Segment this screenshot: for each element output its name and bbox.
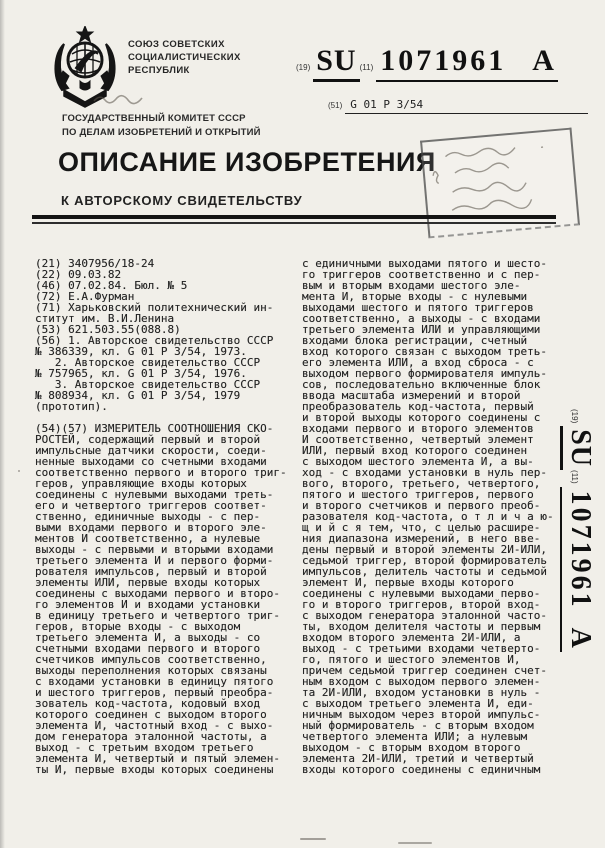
header-rule-thick: [32, 215, 556, 219]
side-doc-number-group: [560, 487, 596, 652]
side-document-number: [554, 409, 596, 709]
doc-kind-code: A: [532, 44, 554, 77]
doc-number-prefix: (11): [359, 63, 374, 72]
side-doc-number: 1071961: [565, 490, 596, 610]
document-number-line: [296, 44, 558, 82]
doc-country-code: SU: [313, 44, 359, 82]
body-left-column: (21) 3407956/18-24 (22) 09.03.82 (46) 07.02.84. Бюл. № 5 (72) Е.А.Фурман (71) Харьковский политехнический ин- ститут им. В.И.Ленина (53) 621.503.55(088.8) (56) 1. Авторское свидетельство СССР № 386339, кл. G 01 P 3/54, 1973. 2. Авторское свидетельство СССР № 757965, кл. G 01 P 3/54, 1976. 3. Авторское свидетельство СССР № 808934, кл. G 01 P 3/54, 1979 (прототип). (54)(57) ИЗМЕРИТЕЛЬ СООТНОШЕНИЯ СКО- РОСТЕЙ, содержащий первый и второй импульсные датчики скорости, соеди- ненные выходами со счетными входами соответственно первого и второго триг- геров, управляющие входы которых соединены с нулевыми выходами треть- его и четвертого триггеров соответ- ственно, единичные выходы - с пер- выми входами первого и второго эле- ментов И соответственно, а нулевые выходы - с первыми и вторыми входами третьего элемента И и первого форми- рователя импульсов, первый и второй элементы ИЛИ, первые входы которых соединены с выходами первого и второ- го элементов И и входами установки в единицу третьего и четвертого триг- геров, вторые входы - с выходом третьего элемента И, а выходы - со счетными входами первого и второго счетчиков импульсов соответственно, выходы переполнения которых связаны с входами установки в единицу пятого и шестого триггеров, первый преобра- зователь код-частота, кодовый вход которого соединен с выходом второго элемента И, частотный вход - с выхо- дом генератора эталонной частоты, а выход - с третьим входом третьего элемента И, четвертый и пятый элемен- ты И, первые входы которых соединены: [35, 257, 287, 776]
scan-speck: [18, 470, 20, 472]
doc-code-prefix: (19): [296, 63, 311, 72]
pen-scribble-artifact: [92, 92, 144, 106]
doc-number: 1071961: [380, 44, 507, 77]
class-code: G 01 P 3/54: [345, 98, 588, 114]
page-title: ОПИСАНИЕ ИЗОБРЕТЕНИЯ: [58, 147, 436, 177]
country-name: СОЮЗ СОВЕТСКИХ СОЦИАЛИСТИЧЕСКИХ РЕСПУБЛИК: [128, 39, 241, 76]
doc-number-group: [376, 44, 558, 82]
body-right-column: с единичными выходами пятого и шесто- го триггеров соответственно и с пер- вым и вторым входами шестого эле- мента И, вторые входы - с нулевыми выходами шестого и пятого триггеров соответственно, а выходы - с входами третьего элемента ИЛИ и управляющими входами блока регистрации, счетный вход которого связан с выходом треть- его элемента ИЛИ, а вход сброса - с выходом первого формирователя импуль- сов, последовательно включенные блок ввода масштаба измерений и второй преобразователь код-частота, первый и второй выходы которого соединены с входами первого и второго элементов И соответственно, четвертый элемент ИЛИ, первый вход которого соединен с выходом шестого элемента И, а вы- ход - с входами установки в нуль пер- вого, второго, третьего, четвертого, пятого и шестого триггеров, первого и второго счетчиков и первого преоб- разователя код-частота, о т л и ч а ю- щ и й с я тем, что, с целью расшире- ния диапазона измерений, в него вве- дены первый и второй элементы 2И-ИЛИ, седьмой триггер, второй формирователь импульсов, делитель частоты и седьмой элемент И, первые входы которого соединены с нулевыми выходами перво- го и второго триггеров, второй вход- с выходом генератора эталонной часто- ты, входом делителя частоты и первым входом второго элемента 2И-ИЛИ, а выход - с третьими входами четверто- го, пятого и шестого элементов И, причем седьмой триггер соединен счет- ным входом с выходом первого элемен- та 2И-ИЛИ, входом установки в нуль - с выходом третьего элемента И, еди- ничным выходом через второй импульс- ный формирователь - с вторым входом четвертого элемента ИЛИ; а нулевым выходом - с вторым входом второго элемента 2И-ИЛИ, третий и четвертый входы которого соединены с единичным: [302, 257, 554, 776]
classification-line: [328, 98, 588, 114]
side-doc-country-code: SU: [560, 426, 596, 470]
committee-name: ГОСУДАРСТВЕННЫЙ КОМИТЕТ СССР ПО ДЕЛАМ ИЗОБРЕТЕНИЙ И ОТКРЫТИЙ: [62, 113, 261, 138]
page-subtitle: К АВТОРСКОМУ СВИДЕТЕЛЬСТВУ: [61, 193, 303, 208]
scan-speck: [398, 842, 432, 844]
scan-speck: [300, 838, 326, 840]
side-doc-number-prefix: (11): [570, 470, 579, 484]
scan-edge-shadow: [0, 0, 5, 848]
side-doc-code-prefix: (19): [570, 409, 579, 424]
class-prefix: (51): [328, 101, 343, 110]
side-doc-kind-code: A: [565, 627, 596, 648]
header-rule-thin: [32, 222, 556, 224]
